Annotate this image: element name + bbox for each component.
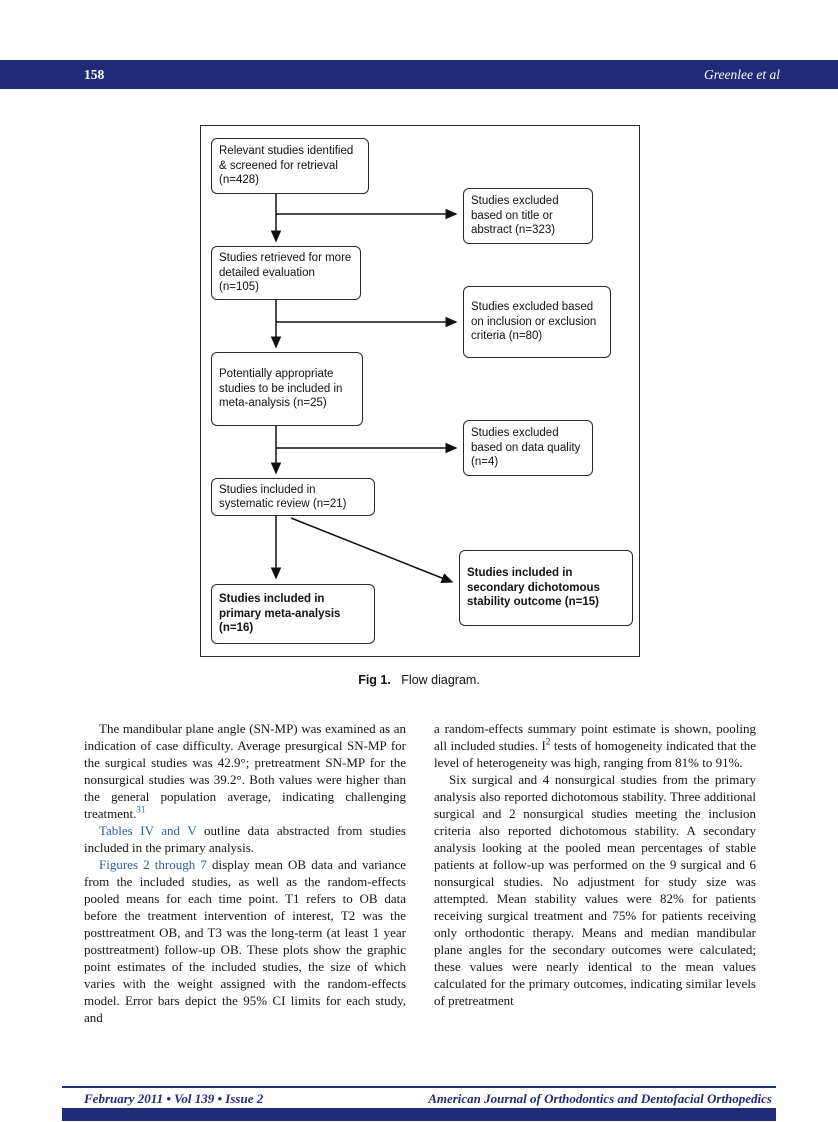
text-run: display mean OB data and variance from the included studies, as well as the random-effects pooled means for each time point. T1 refers to OB data before the treatment intervention of interest, T2 was the posttreatment OB, and T3 was the long-term (at least 1 year posttreatment) follow-up OB. These plots show the graphic point estimates of the included studies, the size of which varies with the weight assigned with the random-effects model. Error bars depict the 95% CI limits for each study, and: [84, 857, 406, 1025]
flow-box-label: Studies included in systematic review (n=21): [219, 483, 347, 510]
flow-box-primary-meta-analysis: [211, 584, 375, 644]
text-run: a random-effects summary point estimate is shown, pooling all included studies. I: [434, 721, 756, 753]
body-paragraph: [434, 771, 756, 1009]
flow-box-potentially-appropriate: [211, 352, 363, 426]
body-paragraph: [84, 822, 406, 856]
flow-box-label: Potentially appropriate studies to be included in meta-analysis (n=25): [219, 368, 343, 410]
flow-box-retrieved-evaluation: [211, 246, 361, 300]
text-run: Six surgical and 4 nonsurgical studies from the primary analysis also reported dichotomous stability. Three additional surgical and 2 nonsurgical studies meeting the inclusion criteria also reported dichotomous stability. A secondary analysis looking at the pooled mean percentages of stable patients at follow-up was performed on the 9 surgical and 6 nonsurgical studies. No adjustment for study size was attempted. Mean stability values were 82% for patients receiving surgical treatment and 75% for patients receiving only orthodontic therapy. Means and median mandibular plane angles for the secondary outcomes were calculated; these values were nearly identical to the mean values calculated for the primary outcomes, indicating similar levels of pretreatment: [434, 772, 756, 1008]
flow-box-excluded-title-abstract: [463, 188, 593, 244]
flow-box-excluded-criteria: [463, 286, 611, 358]
footer-text: [62, 1091, 776, 1107]
figure-caption-text: Flow diagram.: [401, 673, 480, 687]
flow-box-label: Studies excluded based on data quality (n=4): [471, 427, 581, 469]
flow-box-label: Studies excluded based on title or abstract (n=323): [471, 195, 559, 237]
body-paragraph: [84, 856, 406, 1026]
figure-caption: [0, 673, 838, 687]
reference-link[interactable]: 31: [136, 804, 146, 815]
header-band: [0, 60, 838, 89]
footer-journal-name: American Journal of Orthodontics and Dentofacial Orthopedics: [428, 1091, 772, 1106]
flow-box-secondary-dichotomous: [459, 550, 633, 626]
figure-flow-diagram: [200, 125, 640, 657]
flow-box-excluded-data-quality: [463, 420, 593, 476]
flow-box-relevant-studies: [211, 138, 369, 194]
footer-issue-info: February 2011 • Vol 139 • Issue 2: [84, 1091, 264, 1106]
running-head: Greenlee et al: [704, 66, 780, 82]
right-column: [434, 720, 756, 1026]
left-column: [84, 720, 406, 1026]
body-paragraph: [84, 720, 406, 822]
flow-box-label: Studies included in secondary dichotomous stability outcome (n=15): [467, 567, 600, 609]
flow-box-label: Studies included in primary meta-analysis (n=16): [219, 593, 341, 635]
footer-rule: [62, 1086, 776, 1088]
figure-caption-label: Fig 1.: [358, 673, 391, 687]
superscript: 2: [545, 736, 551, 747]
footer-band: [62, 1108, 776, 1121]
text-run: tests of homogeneity indicated that the level of heterogeneity was high, ranging from 81% to 91%.: [434, 738, 756, 770]
page-number: 158: [84, 66, 105, 82]
flow-box-label: Studies excluded based on inclusion or exclusion criteria (n=80): [471, 301, 597, 343]
flow-box-label: Studies retrieved for more detailed evaluation (n=105): [219, 252, 352, 294]
flow-box-label: Relevant studies identified & screened for retrieval (n=428): [219, 145, 354, 187]
text-run: The mandibular plane angle (SN-MP) was examined as an indication of case difficulty. Average presurgical SN-MP for the surgical studies was 42.9°; pretreatment SN-MP for the nonsurgical studies was 39.2°. Both values were higher than the general population average, indicating challenging treatment.: [84, 721, 406, 821]
body-text: [84, 720, 756, 1026]
body-paragraph: [434, 720, 756, 771]
cross-reference-link[interactable]: Figures 2 through 7: [99, 857, 207, 872]
text-run: outline data abstracted from studies included in the primary analysis.: [84, 823, 406, 855]
flow-box-systematic-review: [211, 478, 375, 516]
cross-reference-link[interactable]: Tables IV and V: [99, 823, 197, 838]
